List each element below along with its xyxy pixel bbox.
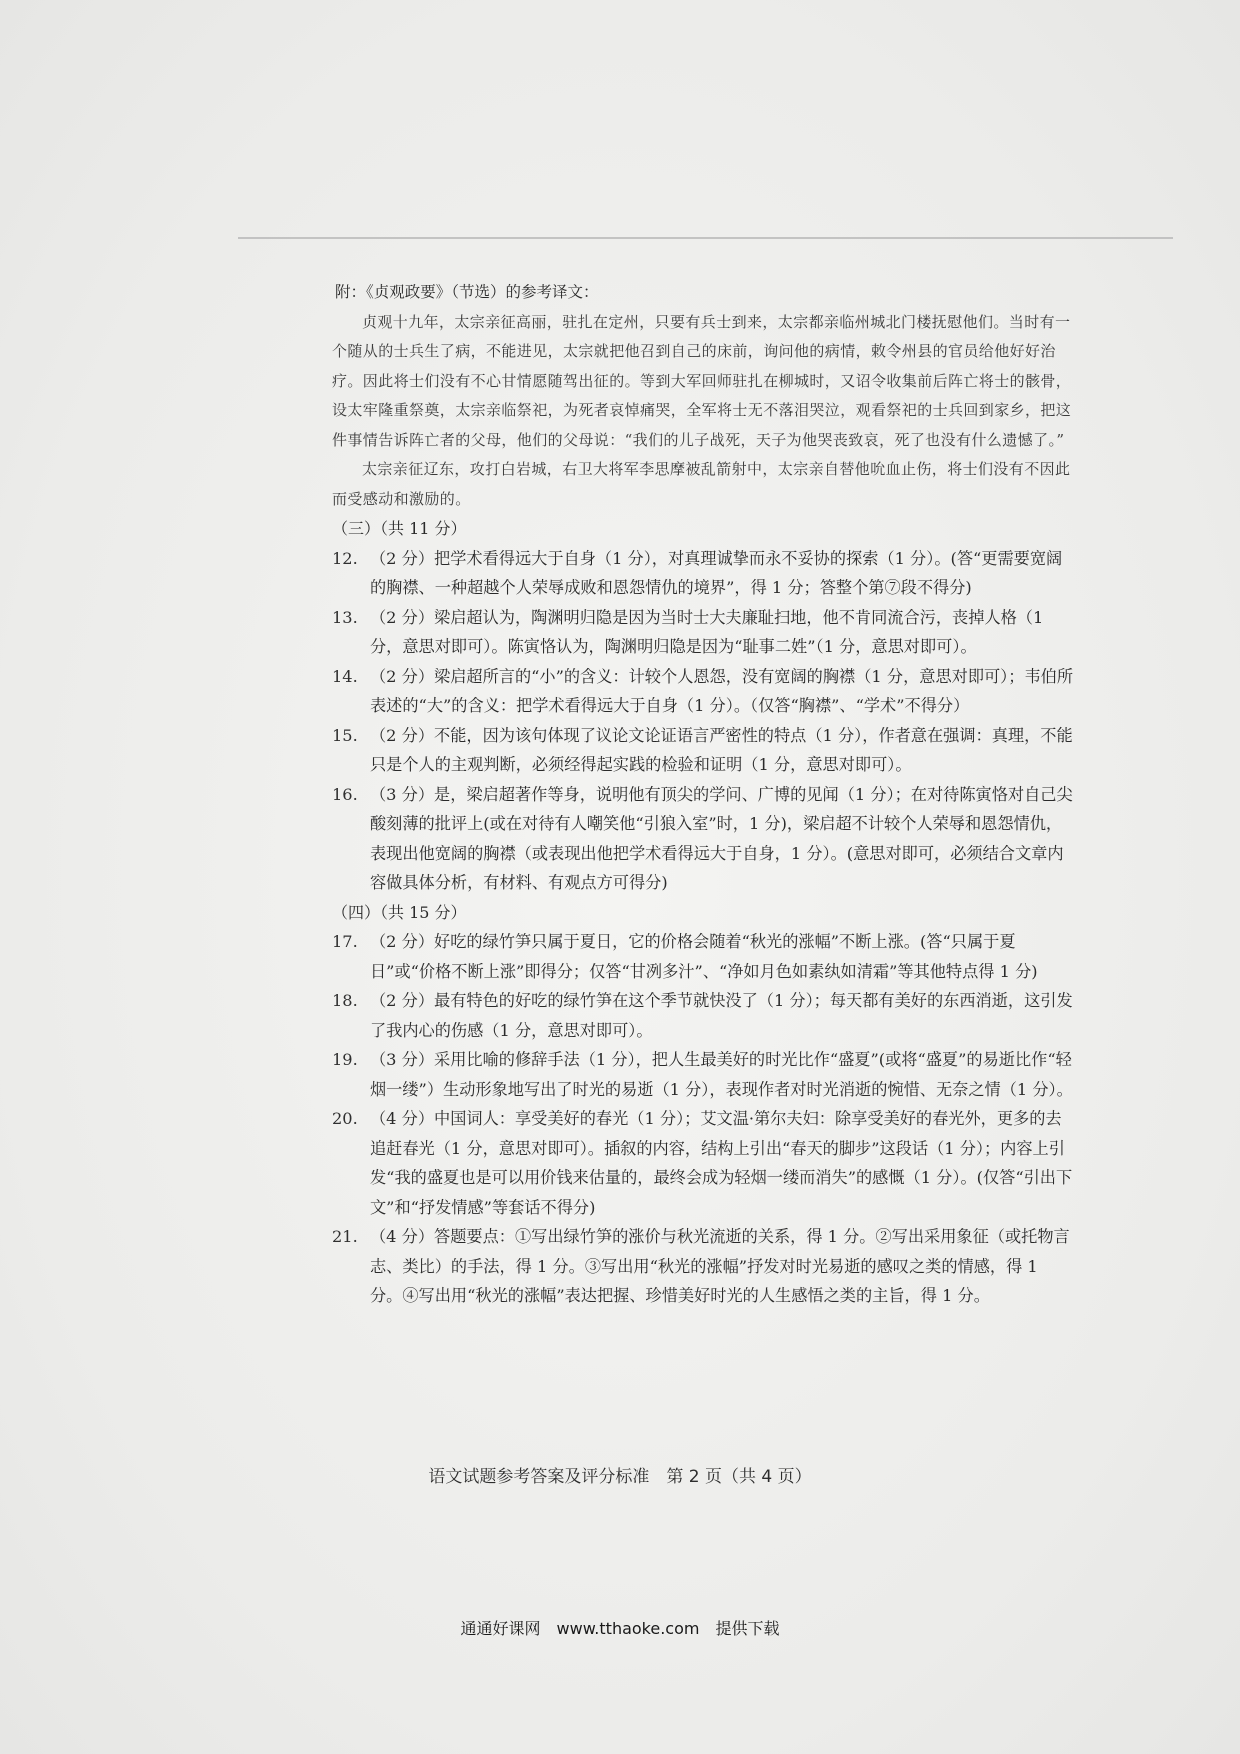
item-number: 19. — [332, 1050, 358, 1069]
page-content — [332, 278, 1074, 1311]
item-text: （2 分）好吃的绿竹笋只属于夏日，它的价格会随着“秋光的涨幅”不断上涨。(答“只属于夏日”或“价格不断上涨”即得分；仅答“甘冽多汁”、“净如月色如素纨如清霜”等其他特点得 1 分) — [370, 932, 1038, 981]
item-number: 15. — [332, 725, 358, 745]
answer-item — [332, 1222, 1074, 1311]
answer-item — [332, 1104, 1074, 1222]
item-number: 17. — [332, 932, 358, 951]
answer-item — [332, 927, 1074, 986]
item-number: 13. — [332, 607, 358, 627]
item-text: （2 分）梁启超认为，陶渊明归隐是因为当时士大夫廉耻扫地，他不肯同流合污，丧掉人格（1 分，意思对即可）。陈寅恪认为，陶渊明归隐是因为“耻事二姓”（1 分，意思对即可）。 — [370, 607, 1044, 656]
answer-item — [332, 544, 1074, 603]
download-watermark: 通通好课网 www.tthaoke.com 提供下载 — [460, 1619, 780, 1638]
item-number: 20. — [332, 1109, 358, 1128]
item-text: （4 分）答题要点：①写出绿竹笋的涨价与秋光流逝的关系，得 1 分。②写出采用象征（或托物言志、类比）的手法，得 1 分。③写出用“秋光的涨幅”抒发对时光易逝的感叹之类的情感，得 1 分。④写出用“秋光的涨幅”表达把握、珍惜美好时光的人生感悟之类的主旨，得 1 分。 — [370, 1227, 1070, 1305]
answer-item — [332, 603, 1074, 662]
item-number: 16. — [332, 784, 358, 804]
item-text: （2 分）把学术看得远大于自身（1 分），对真理诚挚而永不妥协的探索（1 分）。(答“更需要宽阔的胸襟、一种超越个人荣辱成败和恩怨情仇的境界”，得 1 分；答整个第⑦段不得分) — [370, 548, 1063, 597]
item-number: 12. — [332, 548, 358, 568]
section-4-title: （四）（共 15 分） — [332, 902, 467, 922]
translation-paragraph: 贞观十九年，太宗亲征高丽，驻扎在定州，只要有兵士到来，太宗都亲临州城北门楼抚慰他们。当时有一个随从的士兵生了病，不能进见，太宗就把他召到自己的床前，询问他的病情，敕令州县的官员给他好好治疗。因此将士们没有不心甘情愿随驾出征的。等到大军回师驻扎在柳城时，又诏令收集前后阵亡将士的骸骨，设太牢隆重祭奠，太宗亲临祭祀，为死者哀悼痛哭，全军将士无不落泪哭泣，观看祭祀的士兵回到家乡，把这件事情告诉阵亡者的父母，他们的父母说：“我们的儿子战死，天子为他哭丧致哀，死了也没有什么遗憾了。” — [332, 312, 1072, 449]
answer-item — [332, 986, 1074, 1045]
translation-paragraph: 太宗亲征辽东，攻打白岩城，右卫大将军李思摩被乱箭射中，太宗亲自替他吮血止伤，将士们没有不因此而受感动和激励的。 — [332, 460, 1071, 508]
item-text: （3 分）是，梁启超著作等身，说明他有顶尖的学问、广博的见闻（1 分）；在对待陈寅恪对自己尖酸刻薄的批评上(或在对待有人嘲笑他“引狼入室”时，1 分)，梁启超不计较个人荣辱和恩怨情仇，表现出他宽阔的胸襟（或表现出他把学术看得远大于自身，1 分）。(意思对即可，必须结合文章内容做具体分析，有材料、有观点方可得分) — [370, 784, 1073, 892]
section-3-title: （三）（共 11 分） — [332, 519, 467, 538]
answer-item — [332, 780, 1074, 898]
item-text: （2 分）梁启超所言的“小”的含义：计较个人恩怨，没有宽阔的胸襟（1 分，意思对即可）；韦伯所表述的“大”的含义：把学术看得远大于自身（1 分）。（仅答“胸襟”、“学术”不得分） — [370, 666, 1074, 715]
answer-item — [332, 721, 1074, 780]
item-text: （4 分）中国词人：享受美好的春光（1 分）；艾文温·第尔夫妇：除享受美好的春光外，更多的去追赶春光（1 分，意思对即可）。插叙的内容，结构上引出“春天的脚步”这段话（1 分）；内容上引发“我的盛夏也是可以用价钱来估量的，最终会成为轻烟一缕而消失”的感慨（1 分）。(仅答“引出下文”和“抒发情感”等套话不得分) — [370, 1109, 1073, 1217]
appendix-title: 附：《贞观政要》（节选）的参考译文： — [335, 283, 599, 301]
item-number: 14. — [332, 666, 358, 686]
item-text: （2 分）不能，因为该句体现了议论文论证语言严密性的特点（1 分），作者意在强调：真理，不能只是个人的主观判断，必须经得起实践的检验和证明（1 分，意思对即可）。 — [370, 725, 1073, 774]
translation-block — [332, 308, 1074, 515]
item-number: 18. — [332, 991, 358, 1010]
header-rule — [238, 237, 1173, 239]
item-text: （2 分）最有特色的好吃的绿竹笋在这个季节就快没了（1 分）；每天都有美好的东西消逝，这引发了我内心的伤感（1 分，意思对即可）。 — [370, 991, 1073, 1040]
answer-item — [332, 662, 1074, 721]
page-footer: 语文试题参考答案及评分标准 第 2 页（共 4 页） — [428, 1467, 812, 1487]
item-text: （3 分）采用比喻的修辞手法（1 分），把人生最美好的时光比作“盛夏”(或将“盛夏”的易逝比作“轻烟一缕”）生动形象地写出了时光的易逝（1 分），表现作者对时光消逝的惋惜、无奈之情（1 分）。 — [370, 1050, 1073, 1099]
answer-item — [332, 1045, 1074, 1104]
item-number: 21. — [332, 1227, 358, 1246]
